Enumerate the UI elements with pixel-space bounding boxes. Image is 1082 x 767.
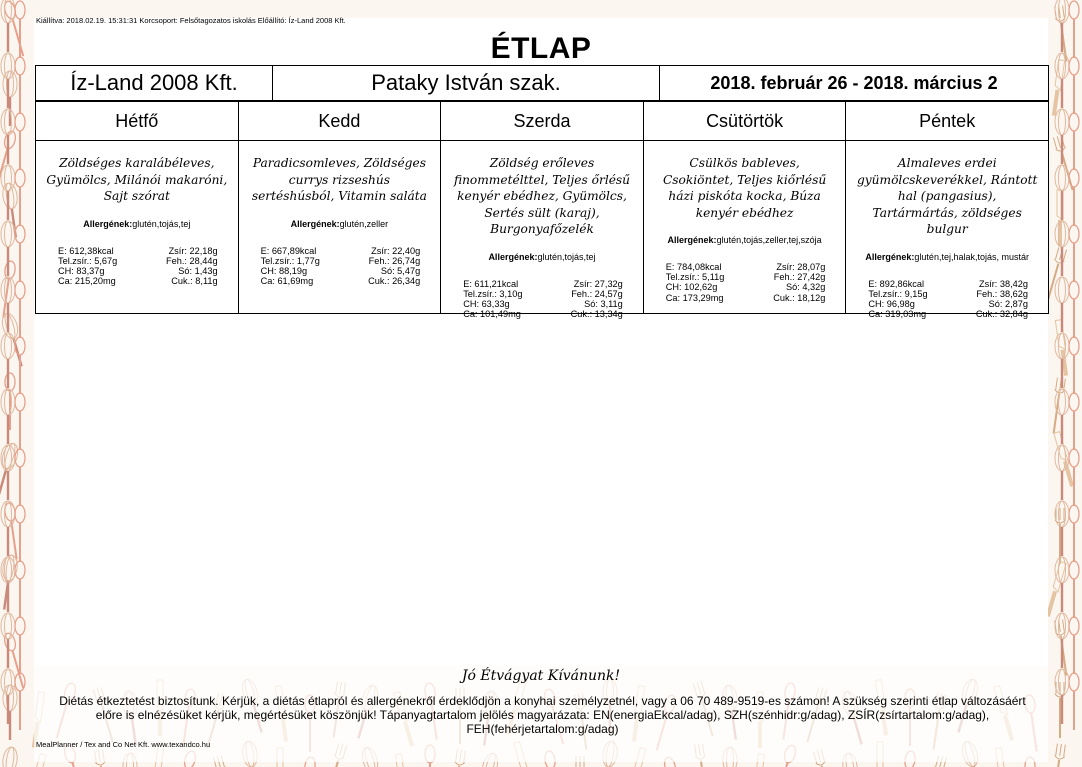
- dish-list: Zöldséges karalábéleves, Gyümölcs, Milánói makaróni, Sajt szórat: [46, 156, 228, 203]
- nutrition-value: Ca: 101,49mg: [463, 309, 521, 320]
- nutrition-value: Feh.: 27,42g: [773, 272, 826, 283]
- nutrition-value: CH: 88,19g: [260, 265, 308, 276]
- allergen-label: Allergének:: [83, 218, 133, 229]
- nutrition-info: [239, 246, 441, 287]
- nutrition-value: Tel.zsír.: 9,15g: [868, 288, 928, 299]
- dish-list: Csülkös bableves, Csokiöntet, Teljes kiőrlésű házi piskóta kocka, Búza kenyér ebédhez: [662, 156, 827, 220]
- good-appetite-wish: Jó Étvágyat Kívánunk!: [461, 668, 621, 684]
- nutrition-value: Zsír: 38,42g: [978, 278, 1028, 289]
- nutrition-value: Ca: 215,20mg: [58, 276, 116, 287]
- allergen-list: glutén,zeller: [339, 218, 389, 229]
- nutrition-value: Ca: 319,03mg: [868, 309, 927, 320]
- menu-header: [35, 65, 1049, 101]
- nutrition-value: Cuk.: 32,84g: [975, 309, 1028, 320]
- allergen-info: [441, 252, 643, 263]
- software-credit: MealPlanner / Tex and Co Net Kft. www.texandco.hu: [36, 740, 211, 749]
- allergen-info: [644, 235, 846, 246]
- dish-list: Zöldség erőleves finommetélttel, Teljes őrlésű kenyér ebédhez, Gyümölcs, Sertés sült (karaj), Burgonyafőzelék: [453, 156, 631, 236]
- nutrition-value: Tel.zsír.: 5,67g: [58, 255, 118, 266]
- nutrition-value: Zsír: 28,07g: [776, 262, 826, 272]
- page-title: ÉTLAP: [490, 32, 592, 65]
- dish-list: Paradicsomleves, Zöldséges currys rizseshús sertéshúsból, Vitamin saláta: [251, 156, 427, 203]
- allergen-info: [36, 219, 238, 230]
- day-cell-wednesday: [441, 141, 644, 320]
- nutrition-value: E: 784,08kcal: [665, 262, 722, 272]
- allergen-list: glutén,tojás,zeller,tej,szója: [716, 235, 822, 245]
- nutrition-value: Ca: 61,69mg: [260, 276, 314, 287]
- nutrition-value: Só: 2,87g: [988, 298, 1028, 309]
- nutrition-value: Zsír: 27,32g: [573, 278, 623, 289]
- nutrition-value: Feh.: 24,57g: [571, 288, 623, 299]
- allergen-list: glutén,tojás,tej: [537, 251, 596, 262]
- day-header-wednesday: Szerda: [441, 102, 644, 141]
- allergen-label: Allergének:: [667, 235, 717, 245]
- nutrition-value: Cuk.: 26,34g: [368, 276, 421, 287]
- nutrition-info: [441, 279, 643, 320]
- day-cell-friday: [846, 141, 1049, 320]
- nutrition-value: Só: 3,11g: [584, 298, 623, 309]
- company-name: Íz-Land 2008 Kft.: [36, 66, 273, 101]
- nutrition-value: CH: 63,33g: [463, 298, 510, 309]
- nutrition-value: Zsír: 22,18g: [168, 245, 218, 256]
- nutrition-value: E: 612,38kcal: [58, 245, 114, 256]
- nutrition-value: E: 892,86kcal: [868, 278, 925, 289]
- allergen-info: [239, 219, 441, 230]
- nutrition-value: CH: 102,62g: [665, 282, 718, 293]
- nutrition-value: Cuk.: 13,34g: [570, 309, 623, 320]
- nutrition-value: Só: 5,47g: [380, 265, 421, 276]
- allergen-label: Allergének:: [488, 251, 538, 262]
- issue-info: Kiállítva: 2018.02.19. 15:31:31 Korcsoport: Felsőtagozatos iskolás Előállító: Íz-Land 2008 Kft.: [36, 16, 346, 25]
- nutrition-info: [846, 279, 1048, 320]
- weekly-menu-table: [35, 101, 1049, 320]
- nutrition-value: Cuk.: 18,12g: [773, 292, 826, 303]
- nutrition-value: Feh.: 28,44g: [166, 255, 218, 266]
- day-header-tuesday: Kedd: [238, 102, 441, 141]
- allergen-label: Allergének:: [865, 251, 915, 262]
- nutrition-value: Zsír: 22,40g: [371, 245, 421, 256]
- allergen-list: glutén,tojás,tej: [132, 218, 191, 229]
- nutrition-value: E: 611,21kcal: [463, 278, 519, 289]
- nutrition-value: Feh.: 26,74g: [368, 255, 421, 266]
- diet-notice: Diétás étkeztetést biztosítunk. Kérjük, a diétás étlapról és allergénekről érdeklődjön a konyhai személyzetnél, vagy a 06 70 489-9519-es számon! A szükség szerinti étlap változásáért előre is elnézésüket kérjük, megértésüket köszönjük! Tápanyagtartalom jelölés magyarázata: EN(energiaEkcal/adag), SZH(szénhidr:g/adag), ZSÍR(zsírtartalom:g/adag), FEH(fehérjetartalom:g/adag): [59, 694, 1026, 736]
- nutrition-value: CH: 96,98g: [868, 298, 915, 309]
- day-cell-thursday: [643, 141, 846, 314]
- nutrition-value: CH: 83,37g: [58, 265, 105, 276]
- nutrition-value: Só: 4,32g: [786, 282, 826, 293]
- nutrition-value: Ca: 173,29mg: [665, 292, 724, 303]
- day-cell-tuesday: [238, 141, 441, 314]
- nutrition-info: [644, 262, 846, 303]
- allergen-label: Allergének:: [290, 218, 340, 229]
- nutrition-value: Feh.: 38,62g: [976, 288, 1028, 299]
- day-header-friday: Péntek: [846, 102, 1049, 141]
- allergen-list: glutén,tej,halak,tojás, mustár: [914, 251, 1029, 262]
- nutrition-value: Tel.zsír.: 1,77g: [260, 255, 320, 266]
- date-range: 2018. február 26 - 2018. március 2: [660, 66, 1049, 101]
- allergen-info: [846, 252, 1048, 263]
- nutrition-value: Só: 1,43g: [178, 265, 218, 276]
- nutrition-info: [36, 246, 238, 287]
- day-header-monday: Hétfő: [36, 102, 239, 141]
- day-header-thursday: Csütörtök: [643, 102, 846, 141]
- school-name: Pataky István szak.: [273, 66, 660, 101]
- nutrition-value: Tel.zsír.: 3,10g: [463, 288, 523, 299]
- nutrition-value: Tel.zsír.: 5,11g: [665, 272, 725, 283]
- day-cell-monday: [36, 141, 239, 314]
- dish-list: Almaleves erdei gyümölcskeverékkel, Rántott hal (pangasius), Tartármártás, zöldséges bulgur: [857, 156, 1038, 236]
- nutrition-value: E: 667,89kcal: [260, 245, 317, 256]
- nutrition-value: Cuk.: 8,11g: [171, 276, 218, 287]
